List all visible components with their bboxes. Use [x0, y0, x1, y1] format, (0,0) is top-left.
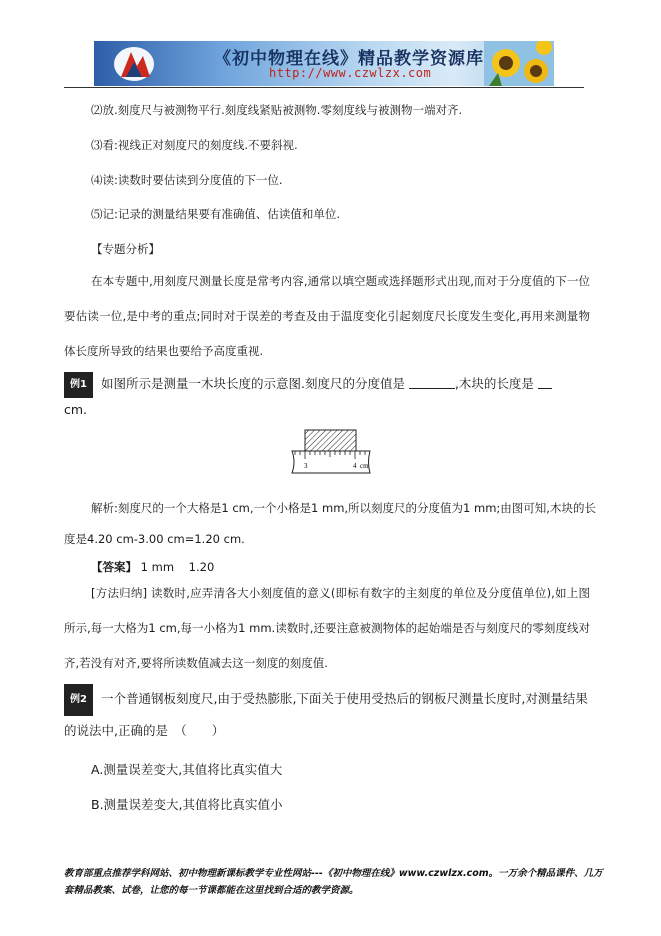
ruler-label-3: 3: [304, 462, 308, 470]
answer-label: 【答案】: [91, 560, 137, 574]
section-heading: 【专题分析】: [91, 242, 160, 256]
ruler-label-4: 4: [353, 462, 357, 470]
answer-blank: [538, 376, 552, 389]
solution-line-2: 度是4.20 cm-3.00 cm=1.20 cm.: [64, 532, 245, 546]
example1-question-text: 如图所示是测量一木块长度的示意图.刻度尺的分度值是: [100, 376, 405, 391]
solution-line: 解析:刻度尺的一个大格是1 cm,一个小格是1 mm,所以刻度尺的分度值为1 mm;由图可知,木块的长: [91, 501, 596, 515]
wood-block: [305, 430, 356, 451]
example-tag: 例1: [64, 372, 93, 398]
answer-line: [91, 559, 214, 575]
note-item: ⑵放.刻度尺与被测物平行.刻度线紧贴被测物.零刻度线与被测物一端对齐.: [91, 103, 463, 117]
choice-a: A.测量误差变大,其值将比真实值大: [91, 762, 283, 777]
sunflower-decoration-icon: [484, 41, 554, 86]
answer-text: 1 mm 1.20: [140, 560, 215, 574]
banner-url[interactable]: http://www.czwlzx.com: [269, 66, 432, 80]
header-banner: [94, 41, 554, 86]
analysis-paragraph: 在本专题中,用刻度尺测量长度是常考内容,通常以填空题或选择题形式出现,而对于分度值的下一位要估读一位,是中考的重点;同时对于误差的考查及由于温度变化引起刻度尺长度发生变化,再用来测量物体长度所导致的结果也要给予高度重视.: [64, 274, 590, 358]
example1-question: [64, 372, 594, 422]
example1-question-text-2: ,木块的长度是: [454, 376, 534, 391]
example-tag: 例2: [64, 684, 93, 716]
ruler-unit: cm: [360, 462, 369, 470]
site-logo-icon: [112, 44, 158, 84]
header-rule: [64, 87, 584, 88]
method-summary: [方法归纳] 读数时,应弄清各大小刻度值的意义(即标有数字的主刻度的单位及分度值单位),如上图所示,每一大格为1 cm,每一小格为1 mm.读数时,还要注意被测物体的起始端是否与刻度尺的零刻度线对齐,若没有对齐,要将所读数值减去这一刻度的刻度值.: [64, 586, 590, 670]
note-item: ⑶看:视线正对刻度尺的刻度线.不要斜视.: [91, 138, 298, 152]
example2-question-text: 一个普通钢板刻度尺,由于受热膨胀,下面关于使用受热后的钢板尺测量长度时,对测量结果的说法中,正确的是 （ ）: [64, 691, 588, 738]
note-item: ⑷读:读数时要估读到分度值的下一位.: [91, 173, 283, 187]
ruler-figure: [288, 428, 372, 476]
page-footer: 教育部重点推荐学科网站、初中物理新课标教学专业性网站---《初中物理在线》www.czwlzx.com。一万余个精品课件、几万套精品教案、试卷，让您的每一节课都能在这里找到合适的教学资源。: [64, 868, 603, 896]
banner-title: 《初中物理在线》精品教学资源库: [214, 49, 484, 69]
example1-unit: cm.: [64, 402, 88, 417]
answer-blank: [409, 376, 455, 389]
note-item: ⑸记:记录的测量结果要有准确值、估读值和单位.: [91, 207, 341, 221]
choice-b: B.测量误差变大,其值将比真实值小: [91, 797, 283, 812]
example2-question: [64, 684, 594, 746]
